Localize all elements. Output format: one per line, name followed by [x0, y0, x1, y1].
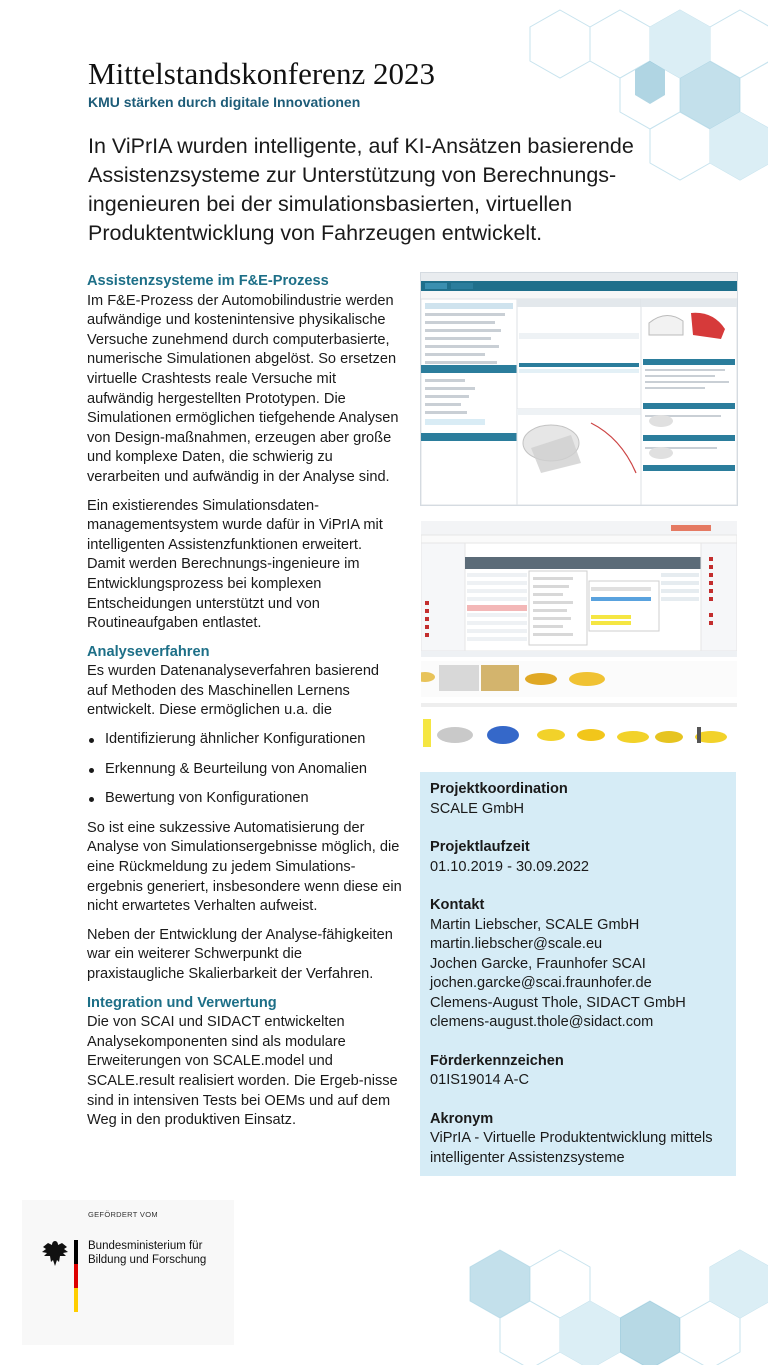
contact-email[interactable]: clemens-august.thole@sidact.com: [430, 1014, 654, 1030]
info-value: 01.10.2019 - 30.09.2022: [430, 858, 590, 875]
funding-label: GEFÖRDERT VOM: [88, 1210, 158, 1219]
contact-email[interactable]: martin.liebscher@scale.eu: [430, 936, 603, 952]
list-item: Erkennung & Beurteilung von Anomalien: [87, 760, 403, 780]
info-acronym: [430, 1110, 726, 1169]
eagle-icon: [40, 1238, 70, 1270]
analysis-paragraph-3: Neben der Entwicklung der Analyse-fähigkeiten war ein weiterer Schwerpunkt die praxistaugliche Skalierbarkeit der Verfahren.: [87, 926, 393, 982]
page-subtitle: KMU stärken durch digitale Innovationen: [88, 94, 361, 110]
info-label: Akronym: [430, 1110, 494, 1127]
analysis-paragraph-1: Es wurden Datenanalyseverfahren basierend auf Methoden des Maschinellen Lernens entwickelt. Diese ermöglichen u.a. die: [87, 663, 380, 719]
contact-line: Clemens-August Thole, SIDACT GmbH: [430, 994, 686, 1011]
screenshot-top-graphic: [421, 273, 737, 505]
info-value: 01IS19014 A-C: [430, 1072, 529, 1088]
analysis-bullet-list: [87, 730, 403, 809]
assist-paragraph-2: Ein existierendes Simulationsdaten-managementsystem wurde dafür in ViPrIA mit intelligenten Assistenzfunktionen erweitert. Damit werden Berechnungs-ingenieure im Entwicklungsprozess bei komplexen Entscheidungen unterstützt und von Routineaufgaben entlastet.: [87, 497, 383, 632]
heading-integration: Integration und Verwertung: [87, 994, 277, 1011]
ministry-name: Bundesministerium für Bildung und Forschung: [88, 1240, 207, 1266]
lead-text: In ViPrIA wurden intelligente, auf KI-Ansätzen basierende Assistenzsysteme zur Unterstützung von Berechnungs-ingenieuren bei der simulationsbasierten, virtuellen Produktentwicklung von Fahrzeugen entwickelt.: [88, 134, 634, 245]
left-column: [87, 272, 403, 1140]
project-info-box: [420, 772, 736, 1176]
info-label: Kontakt: [430, 897, 485, 913]
info-contact: [430, 896, 726, 1033]
info-runtime: [430, 838, 726, 877]
software-screenshot-bottom: [420, 520, 738, 758]
software-screenshot-top: [420, 272, 738, 506]
heading-analysis: Analyseverfahren: [87, 643, 210, 660]
info-value: ViPrIA - Virtuelle Produktentwicklung mittels intelligenter Assistenzsysteme: [430, 1130, 713, 1166]
info-grant: [430, 1052, 726, 1091]
info-label: Projektkoordination: [430, 781, 568, 797]
list-item: Identifizierung ähnlicher Konfigurationen: [87, 730, 403, 750]
integration-paragraph-1: Die von SCAI und SIDACT entwickelten Analysekomponenten sind als modulare Erweiterungen von SCALE.model und SCALE.result realisiert worden. Die Ergeb-nisse sind in intensiven Tests bei OEMs und auf dem Weg in den produktiven Einsatz.: [87, 1014, 398, 1129]
assist-paragraph-1: Im F&E-Prozess der Automobilindustrie werden aufwändige und kostenintensive physikalische Versuche zunehmend durch computerbasierte, numerische Simulationen abgelöst. So ersetzen virtuelle Crashtests reale Versuche mit aufwändig hergestellten Prototypen. Die Simulationen ermöglichen tiefgehende Analysen von Design-maßnahmen, erzeugen aber große und komplexe Daten, die schwierig zu verarbeiten und aufwändig in der Analyse sind.: [87, 292, 399, 485]
page-title: Mittelstandskonferenz 2023: [88, 56, 435, 91]
info-coordination: [430, 780, 726, 819]
heading-assist: Assistenzsysteme im F&E-Prozess: [87, 273, 329, 289]
funding-panel: [22, 1200, 234, 1345]
german-flag-stripe: [74, 1240, 78, 1312]
contact-line: Jochen Garcke, Fraunhofer SCAI: [430, 955, 646, 972]
screenshot-bottom-graphic: [421, 521, 737, 757]
analysis-paragraph-2: So ist eine sukzessive Automatisierung der Analyse von Simulationsergebnisse möglich, die eine Rückmeldung zu jedem Simulations-ergebnis generiert, insbesondere wenn diese ein nicht erwartetes Verhalten aufweist.: [87, 819, 402, 915]
contact-line: Martin Liebscher, SCALE GmbH: [430, 916, 640, 933]
list-item: Bewertung von Konfigurationen: [87, 789, 403, 809]
info-label: Projektlaufzeit: [430, 839, 530, 855]
hexagon-pattern-bottom: [460, 1230, 768, 1365]
info-label: Förderkennzeichen: [430, 1052, 564, 1069]
contact-email[interactable]: jochen.garcke@scai.fraunhofer.de: [430, 975, 652, 991]
info-value: SCALE GmbH: [430, 800, 525, 817]
